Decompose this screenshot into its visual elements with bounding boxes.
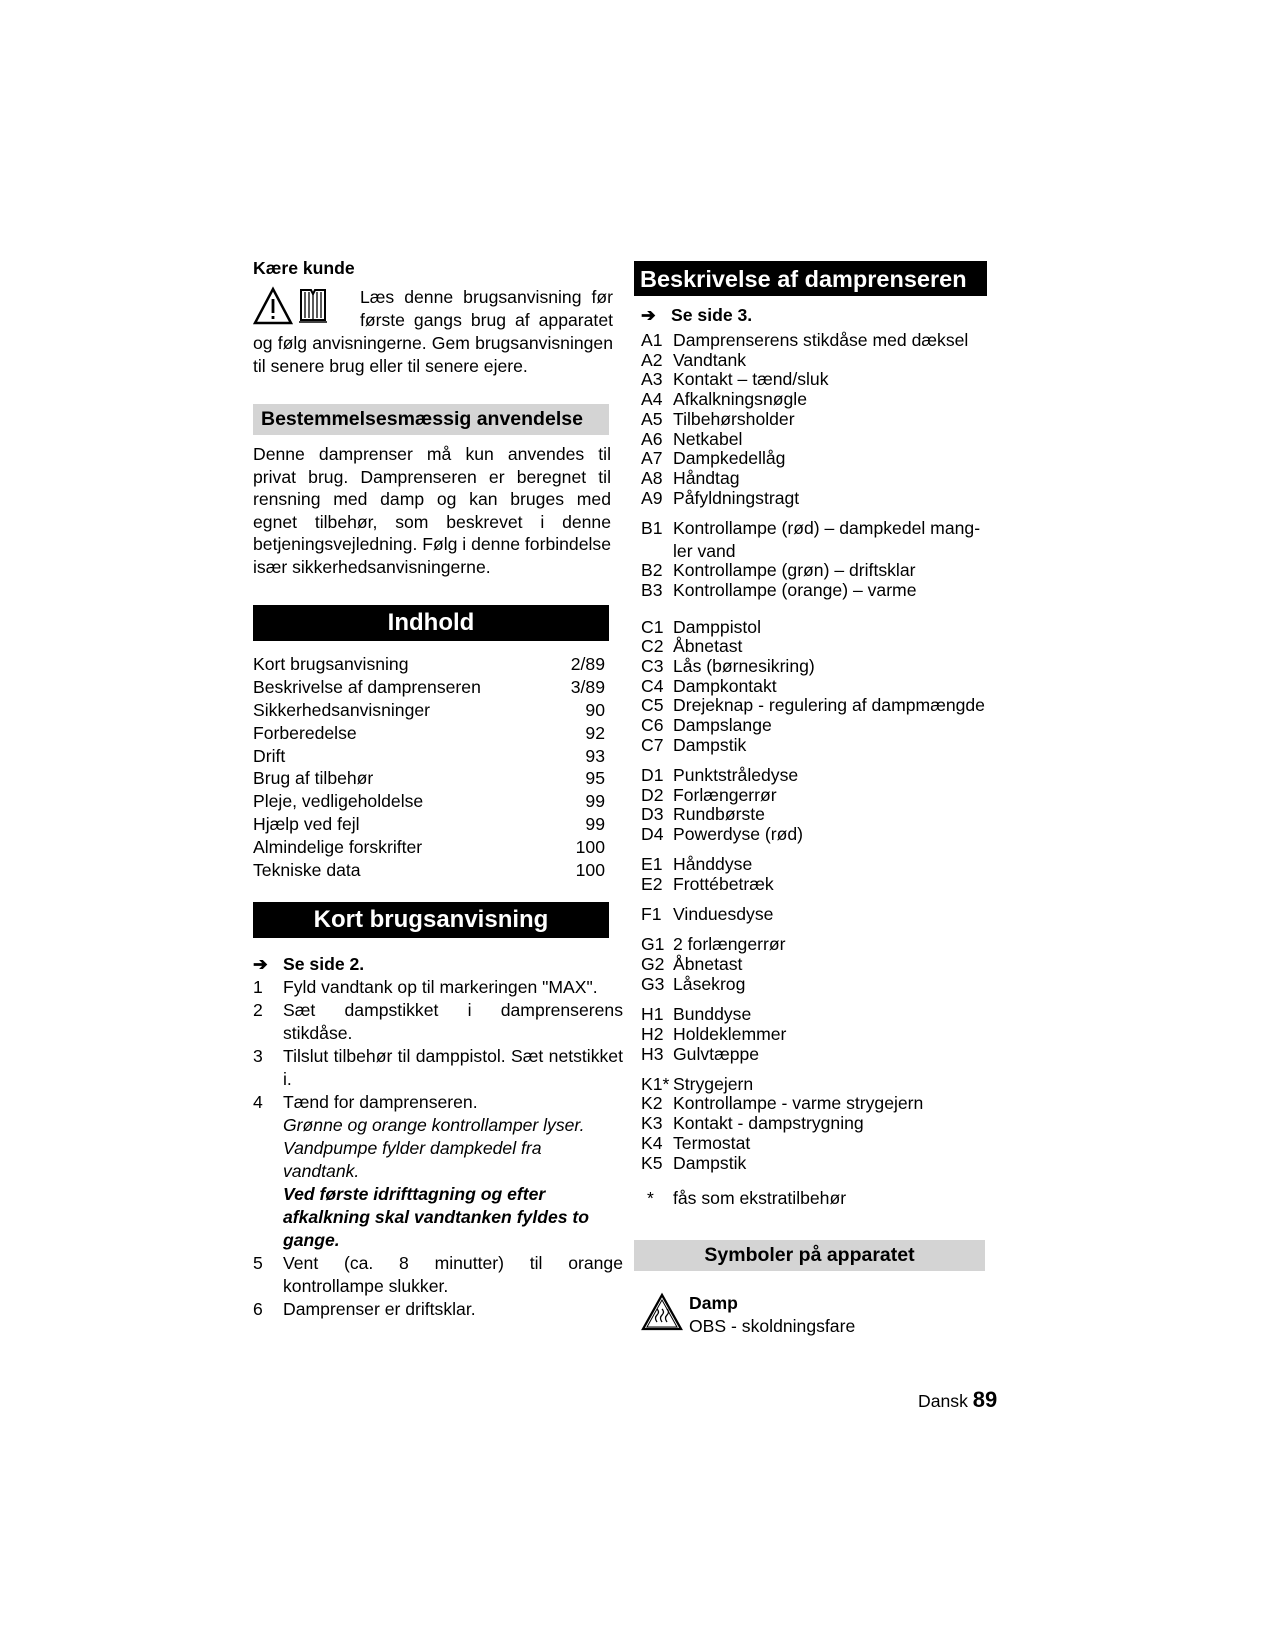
symbol-title: Damp — [689, 1293, 738, 1313]
part-label: Kontakt – tænd/sluk — [673, 369, 829, 390]
part-label: Bunddyse — [673, 1004, 752, 1025]
part-label: Rundbørste — [673, 804, 765, 825]
step-text: Tænd for damprenseren. — [283, 1092, 478, 1112]
part-label: Termostat — [673, 1132, 751, 1153]
part-item — [641, 716, 1021, 736]
part-item — [641, 1045, 1021, 1065]
part-code: C7 — [641, 734, 664, 755]
contents-row — [253, 790, 609, 813]
part-label: Dampstik — [673, 734, 747, 755]
part-item — [641, 637, 1021, 657]
contents-row — [253, 745, 609, 768]
part-code: D2 — [641, 784, 664, 805]
part-label: Tilbehørsholder — [673, 408, 795, 429]
part-code: C3 — [641, 656, 664, 677]
part-item — [641, 469, 1021, 489]
part-item — [641, 657, 1021, 677]
part-label: Punktstråledyse — [673, 765, 799, 786]
contents-page: 3/89 — [570, 676, 605, 697]
contents-page: 92 — [585, 722, 605, 743]
quick-guide-step — [253, 1045, 623, 1091]
part-code: C5 — [641, 695, 664, 716]
part-item — [641, 955, 1021, 975]
part-label: Netkabel — [673, 428, 743, 449]
part-code: B3 — [641, 579, 663, 600]
part-code: G1 — [641, 934, 665, 955]
quick-guide-step — [253, 999, 623, 1045]
part-item — [641, 935, 1021, 955]
step-number: 5 — [253, 1253, 263, 1273]
intro-text: Læs denne brugsanvisning før første gangs brug af apparatet og følg anvisningerne. Gem brugsanvisningen til senere brug eller til senere ejere. — [253, 287, 613, 376]
symbol-text: OBS - skoldningsfare — [689, 1316, 856, 1336]
footer-language: Dansk — [918, 1391, 968, 1411]
part-item — [641, 331, 1021, 351]
quick-guide-step — [253, 1091, 623, 1252]
warning-manual-icon — [253, 286, 357, 326]
page-footer — [918, 1387, 997, 1413]
step-text: Sæt dampstikket i damprenserens stikdåse. — [283, 1000, 623, 1043]
part-item — [641, 1134, 1021, 1154]
intended-use-text: Denne damprenser må kun anvendes til privat brug. Damprenseren er beregnet til rensning med damp og kan bruges med egnet tilbehør, som beskrevet i denne betjeningsvejledning. Følg i denne forbindelse især sikkerhedsanvisningerne. — [253, 444, 611, 577]
parts-list — [641, 331, 1021, 1209]
part-code: K4 — [641, 1132, 663, 1153]
part-code: H2 — [641, 1023, 664, 1044]
contents-label: Kort brugsanvisning — [253, 654, 409, 674]
part-code: A7 — [641, 448, 663, 469]
arrow-icon: ➔ — [641, 305, 656, 325]
part-item — [641, 805, 1021, 825]
arrow-icon: ➔ — [253, 954, 268, 974]
contents-list — [253, 653, 609, 882]
step-text: Fyld vandtank op til markeringen "MAX". — [283, 977, 598, 997]
part-label: Kontrollampe (grøn) – driftsklar — [673, 560, 916, 581]
part-code: K5 — [641, 1152, 663, 1173]
part-item — [641, 581, 1021, 601]
part-label: Forlængerrør — [673, 784, 777, 805]
part-code: A2 — [641, 349, 663, 370]
part-label: Frottébetræk — [673, 874, 774, 895]
part-label: Dampslange — [673, 715, 772, 736]
part-code: B2 — [641, 560, 663, 581]
part-item — [641, 1075, 1021, 1095]
part-label: Kontrollampe - varme strygejern — [673, 1093, 924, 1114]
part-item — [641, 618, 1021, 638]
part-item — [641, 875, 1021, 895]
part-code: E1 — [641, 854, 663, 875]
page-number: 89 — [972, 1387, 998, 1412]
part-item — [641, 1114, 1021, 1134]
part-item — [641, 449, 1021, 469]
step-text: Vent (ca. 8 minutter) til orange kontrollampe slukker. — [283, 1253, 623, 1296]
description-heading: Beskrivelse af damprenseren — [634, 261, 987, 296]
symbols-heading: Symboler på apparatet — [634, 1240, 985, 1271]
part-code: A5 — [641, 408, 663, 429]
part-label: Kontrollampe (rød) – dampkedel mang- — [673, 517, 981, 538]
step-number: 2 — [253, 1000, 263, 1020]
quick-guide-steps — [253, 953, 623, 1321]
part-label: Åbnetast — [673, 954, 743, 975]
part-item — [641, 489, 1021, 509]
contents-page: 90 — [585, 699, 605, 720]
contents-row — [253, 813, 609, 836]
quick-guide-step — [253, 1298, 623, 1321]
hot-steam-warning-icon — [641, 1292, 683, 1332]
part-label: Hånddyse — [673, 854, 753, 875]
contents-page: 95 — [585, 768, 605, 789]
part-label: Kontakt - dampstrygning — [673, 1113, 864, 1134]
step-number: 6 — [253, 1299, 263, 1319]
part-label: Strygejern — [673, 1073, 754, 1094]
part-label: Dampkedellåg — [673, 448, 786, 469]
symbol-steam — [641, 1292, 855, 1338]
part-label: Drejeknap - regulering af dampmængde — [673, 695, 985, 716]
part-code: D3 — [641, 804, 664, 825]
part-code: F1 — [641, 904, 662, 925]
contents-label: Sikkerhedsanvisninger — [253, 699, 431, 720]
part-item — [641, 410, 1021, 430]
part-item — [641, 766, 1021, 786]
part-code: C2 — [641, 636, 664, 657]
contents-row — [253, 767, 609, 790]
part-label: Påfyldningstragt — [673, 487, 800, 508]
part-code: B1 — [641, 517, 663, 538]
contents-label: Tekniske data — [253, 860, 361, 881]
quick-guide-heading: Kort brugsanvisning — [253, 902, 609, 938]
intro-title: Kære kunde — [253, 258, 355, 278]
part-item — [641, 561, 1021, 581]
part-label-continued: ler vand — [673, 540, 736, 561]
part-label: Dampkontakt — [673, 675, 777, 696]
step-number: 4 — [253, 1092, 263, 1112]
quick-guide-step — [253, 1252, 623, 1298]
contents-row — [253, 859, 609, 882]
intended-use-heading: Bestemmelsesmæssig anvendelse — [253, 404, 609, 435]
contents-page: 100 — [575, 837, 605, 858]
part-code: A3 — [641, 369, 663, 390]
contents-label: Hjælp ved fejl — [253, 814, 360, 835]
part-item — [641, 1154, 1021, 1174]
part-code: H3 — [641, 1043, 664, 1064]
contents-row — [253, 676, 609, 699]
part-item — [641, 975, 1021, 995]
part-code: D1 — [641, 765, 664, 786]
description-see-page: ➔ Se side 3. — [641, 305, 753, 325]
part-label: fås som ekstratilbehør — [673, 1188, 847, 1209]
contents-label: Almindelige forskrifter — [253, 837, 423, 858]
quick-guide-see-page: ➔ Se side 2. — [253, 954, 365, 974]
part-item — [641, 905, 1021, 925]
part-item — [641, 1025, 1021, 1045]
part-label: Vinduesdyse — [673, 904, 774, 925]
part-code: D4 — [641, 824, 664, 845]
part-code: E2 — [641, 874, 663, 895]
contents-row — [253, 653, 609, 676]
part-item — [641, 370, 1021, 390]
part-code: C6 — [641, 715, 664, 736]
part-code: K2 — [641, 1093, 663, 1114]
part-item — [641, 786, 1021, 806]
part-item — [641, 677, 1021, 697]
part-item — [641, 1189, 1021, 1209]
part-code: A6 — [641, 428, 663, 449]
part-code: A9 — [641, 487, 663, 508]
part-label: Afkalkningsnøgle — [673, 389, 807, 410]
contents-page: 2/89 — [570, 654, 605, 674]
part-label: Damprenserens stikdåse med dæksel — [673, 330, 969, 350]
part-code: A8 — [641, 467, 663, 488]
part-code: H1 — [641, 1004, 664, 1025]
part-code: C1 — [641, 616, 664, 637]
part-label: Låsekrog — [673, 973, 746, 994]
contents-label: Pleje, vedligeholdelse — [253, 791, 424, 812]
part-item — [641, 519, 1021, 561]
part-code: K3 — [641, 1113, 663, 1134]
step-note: Grønne og orange kontrollamper lyser. Vandpumpe fylder dampkedel fra vandtank. — [283, 1115, 585, 1181]
contents-row — [253, 699, 609, 722]
part-label: Damppistol — [673, 616, 762, 637]
part-label: 2 forlængerrør — [673, 934, 786, 955]
quick-guide-step — [253, 976, 623, 999]
intro-icons — [253, 286, 360, 330]
part-item — [641, 855, 1021, 875]
step-warning: Ved første idrifttagning og efter afkalkning skal vandtanken fyldes to gange. — [283, 1184, 590, 1250]
part-item — [641, 696, 1021, 716]
part-label: Kontrollampe (orange) – varme — [673, 579, 917, 600]
part-label: Dampstik — [673, 1152, 747, 1173]
part-code: G2 — [641, 954, 665, 975]
part-item — [641, 825, 1021, 845]
contents-page: 99 — [585, 791, 605, 812]
part-label: Håndtag — [673, 467, 740, 488]
part-label: Powerdyse (rød) — [673, 824, 804, 845]
step-text: Tilslut tilbehør til damppistol. Sæt netstikket i. — [283, 1046, 623, 1089]
step-number: 3 — [253, 1046, 263, 1066]
part-code: A1 — [641, 330, 663, 350]
part-code: * — [647, 1188, 654, 1209]
contents-heading: Indhold — [253, 605, 609, 641]
part-item — [641, 351, 1021, 371]
part-code: G3 — [641, 973, 665, 994]
part-label: Vandtank — [673, 349, 747, 370]
contents-label: Drift — [253, 745, 286, 766]
step-number: 1 — [253, 977, 263, 997]
part-item — [641, 430, 1021, 450]
part-item — [641, 1094, 1021, 1114]
contents-label: Forberedelse — [253, 722, 357, 743]
part-item — [641, 736, 1021, 756]
contents-label: Beskrivelse af damprenseren — [253, 676, 481, 697]
step-text: Damprenser er driftsklar. — [283, 1299, 476, 1319]
part-label: Åbnetast — [673, 636, 743, 657]
contents-page: 99 — [585, 814, 605, 835]
contents-page: 93 — [585, 745, 605, 766]
contents-row — [253, 836, 609, 859]
part-label: Gulvtæppe — [673, 1043, 760, 1064]
part-item — [641, 1005, 1021, 1025]
part-code: K1* — [641, 1073, 670, 1094]
part-code: A4 — [641, 389, 663, 410]
part-code: C4 — [641, 675, 664, 696]
contents-page: 100 — [575, 860, 605, 881]
part-item — [641, 390, 1021, 410]
part-label: Lås (børnesikring) — [673, 656, 815, 677]
contents-label: Brug af tilbehør — [253, 768, 374, 789]
part-label: Holdeklemmer — [673, 1023, 787, 1044]
contents-row — [253, 722, 609, 745]
